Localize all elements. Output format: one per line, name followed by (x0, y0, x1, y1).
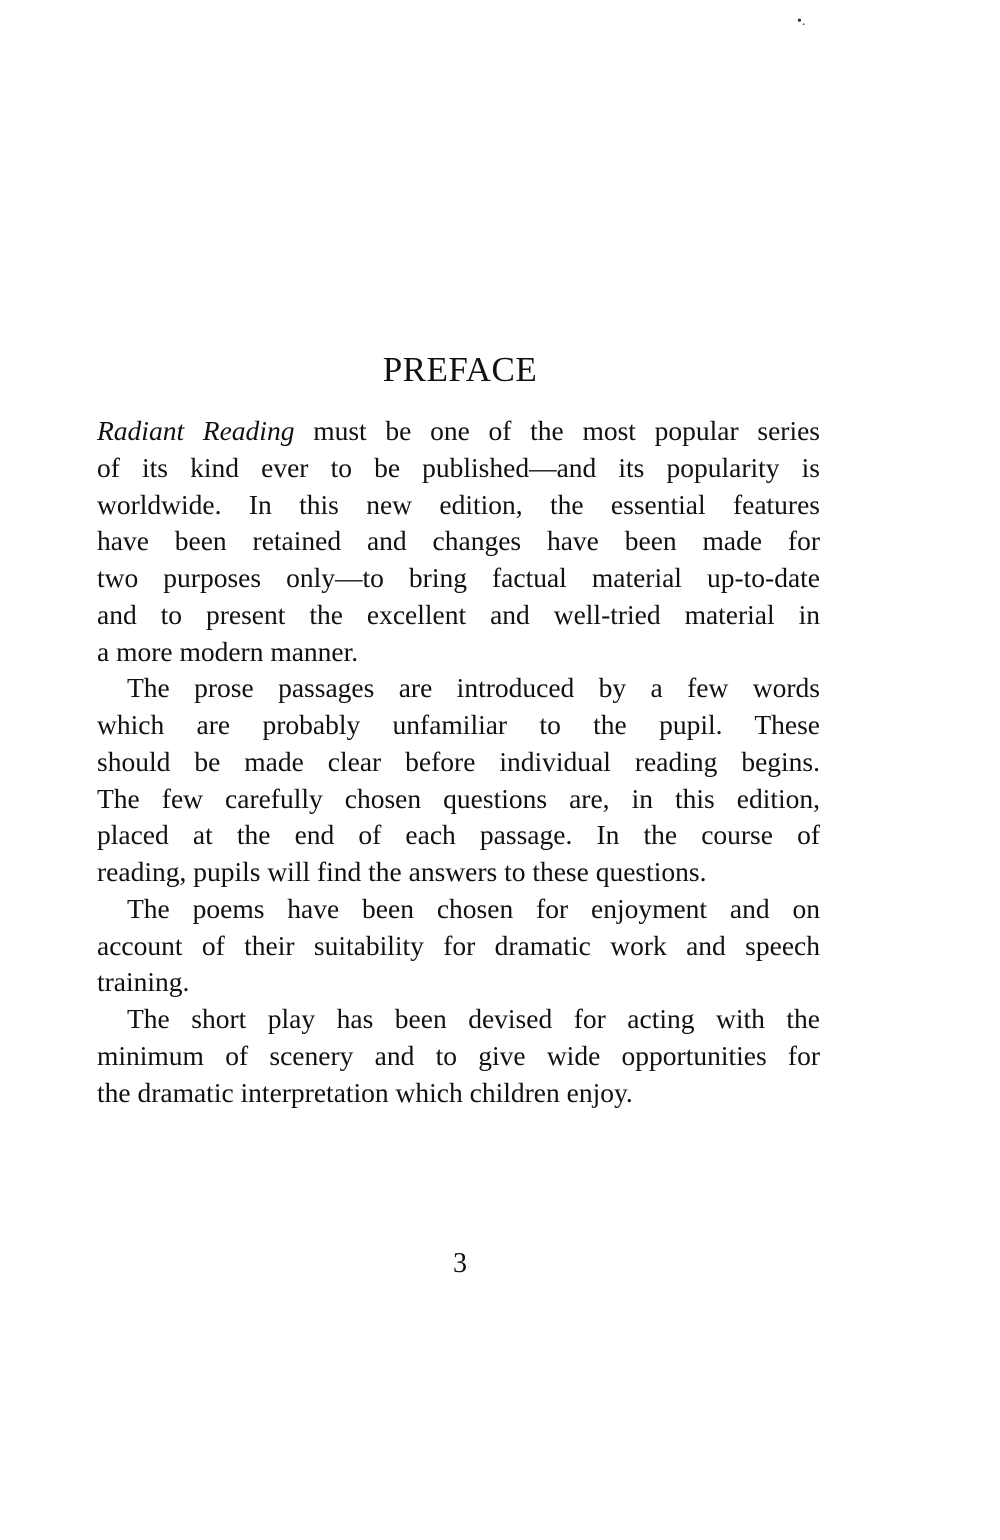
text-line: worldwide. In this new edition, the essential features (97, 488, 820, 520)
text-line: The short play has been devised for acting with the (127, 1003, 820, 1034)
book-title-italic: Radiant Reading (97, 415, 295, 446)
page-number: 3 (453, 1248, 467, 1279)
page-title (0, 350, 920, 390)
paragraph (97, 413, 820, 670)
text-line: The poems have been chosen for enjoyment and on (127, 892, 820, 924)
text-line: The few carefully chosen questions are, in this edition, (97, 782, 820, 814)
text-line: The prose passages are introduced by a few words (127, 672, 820, 704)
text-line: placed at the end of each passage. In the course of (97, 819, 820, 851)
text-line: should be made clear before individual reading begins. (97, 745, 820, 777)
text-line: training. (97, 966, 190, 998)
text-line: a more modern manner. (97, 635, 359, 667)
text-line: minimum of scenery and to give wide opportunities for (97, 1039, 820, 1071)
preface-body (97, 413, 820, 1111)
text-line: which are probably unfamiliar to the pupil. These (97, 709, 820, 740)
text-line (97, 413, 820, 450)
text-line: have been retained and changes have been made for (97, 525, 820, 557)
page-title-text: PREFACE (382, 350, 538, 389)
text-line-rest: must be one of the most popular series (313, 415, 821, 446)
paragraph (97, 670, 820, 891)
text-line: and to present the excellent and well-tried material in (97, 598, 820, 630)
scan-speck: •. (797, 14, 806, 29)
text-line: of its kind ever to be published—and its popularity is (97, 451, 820, 483)
text-line: two purposes only—to bring factual material up-to-date (97, 562, 820, 593)
paragraph (97, 891, 820, 1001)
text-line: account of their suitability for dramatic work and speech (97, 929, 820, 961)
text-line: the dramatic interpretation which children enjoy. (97, 1076, 633, 1108)
text-line: reading, pupils will find the answers to these questions. (97, 856, 707, 887)
paragraph (97, 1001, 820, 1111)
